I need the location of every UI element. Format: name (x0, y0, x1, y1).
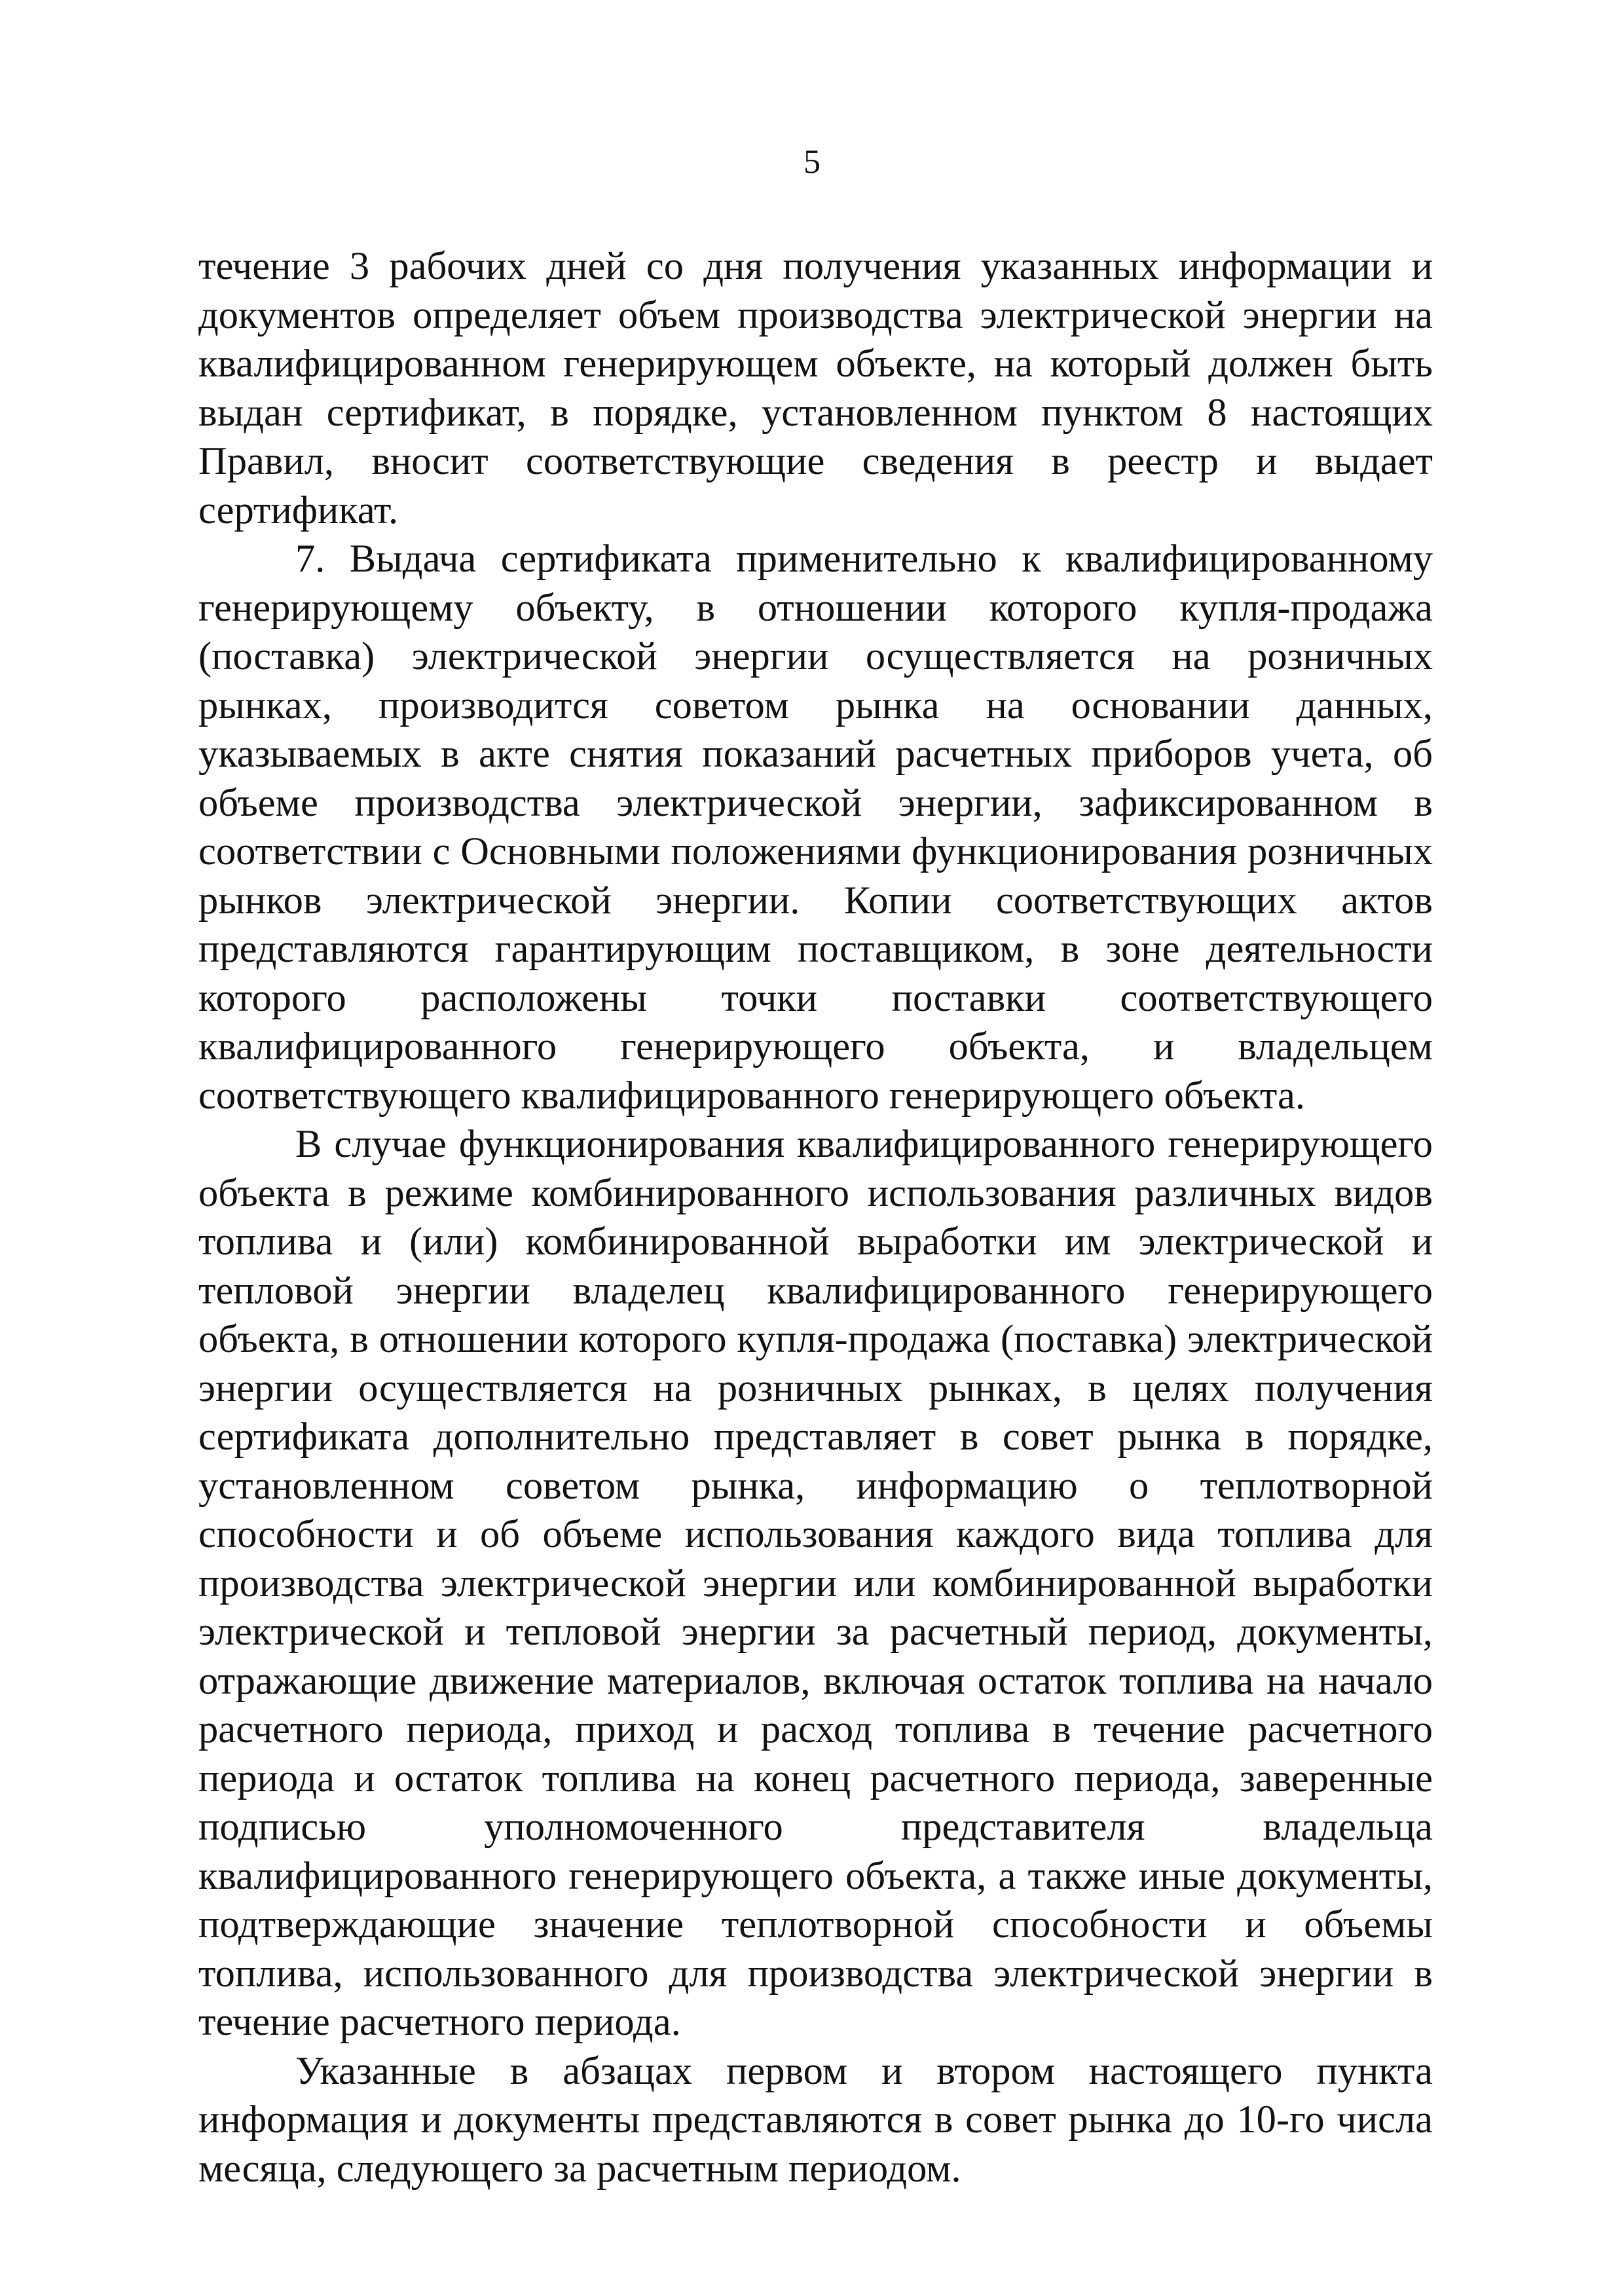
page-number: 5 (803, 143, 821, 181)
paragraph-deadline: Указанные в абзацах первом и втором настоящего пункта информация и документы представляются в совет рынка до 10-го числа месяца, следующего за расчетным периодом. (198, 2049, 1433, 2191)
paragraph-continuation: течение 3 рабочих дней со дня получения указанных информации и документов определяет объем производства электрической энергии на квалифицированном генерирующем объекте, на который должен быть выдан сертификат, в порядке, установленном пунктом 8 настоящих Правил, вносит соответствующие сведения в реестр и выдает сертификат. (198, 244, 1433, 532)
paragraph-combined-fuel: В случае функционирования квалифицированного генерирующего объекта в режиме комбинированного использования различных видов топлива и (или) комбинированной выработки им электрической и тепловой энергии владелец квалифицированного генерирующего объекта, в отношении которого купля-продажа (поставка) электрической энергии осуществляется на розничных рынках, в целях получения сертификата дополнительно представляет в совет рынка в порядке, установленном советом рынка, информацию о теплотворной способности и об объеме использования каждого вида топлива для производства электрической энергии или комбинированной выработки электрической и тепловой энергии за расчетный период, документы, отражающие движение материалов, включая остаток топлива на начало расчетного периода, приход и расход топлива в течение расчетного периода и остаток топлива на конец расчетного периода, заверенные подписью уполномоченного представителя владельца квалифицированного генерирующего объекта, а также иные документы, подтверждающие значение теплотворной способности и объемы топлива, использованного для производства электрической энергии в течение расчетного периода. (198, 1122, 1433, 2044)
document-body (198, 242, 1433, 2193)
paragraph-item-7: 7. Выдача сертификата применительно к квалифицированному генерирующему объекту, в отношении которого купля-продажа (поставка) электрической энергии осуществляется на розничных рынках, производится советом рынка на основании данных, указываемых в акте снятия показаний расчетных приборов учета, об объеме производства электрической энергии, зафиксированном в соответствии с Основными положениями функционирования розничных рынков электрической энергии. Копии соответствующих актов представляются гарантирующим поставщиком, в зоне деятельности которого расположены точки поставки соответствующего квалифицированного генерирующего объекта, и владельцем соответствующего квалифицированного генерирующего объекта. (198, 537, 1433, 1118)
